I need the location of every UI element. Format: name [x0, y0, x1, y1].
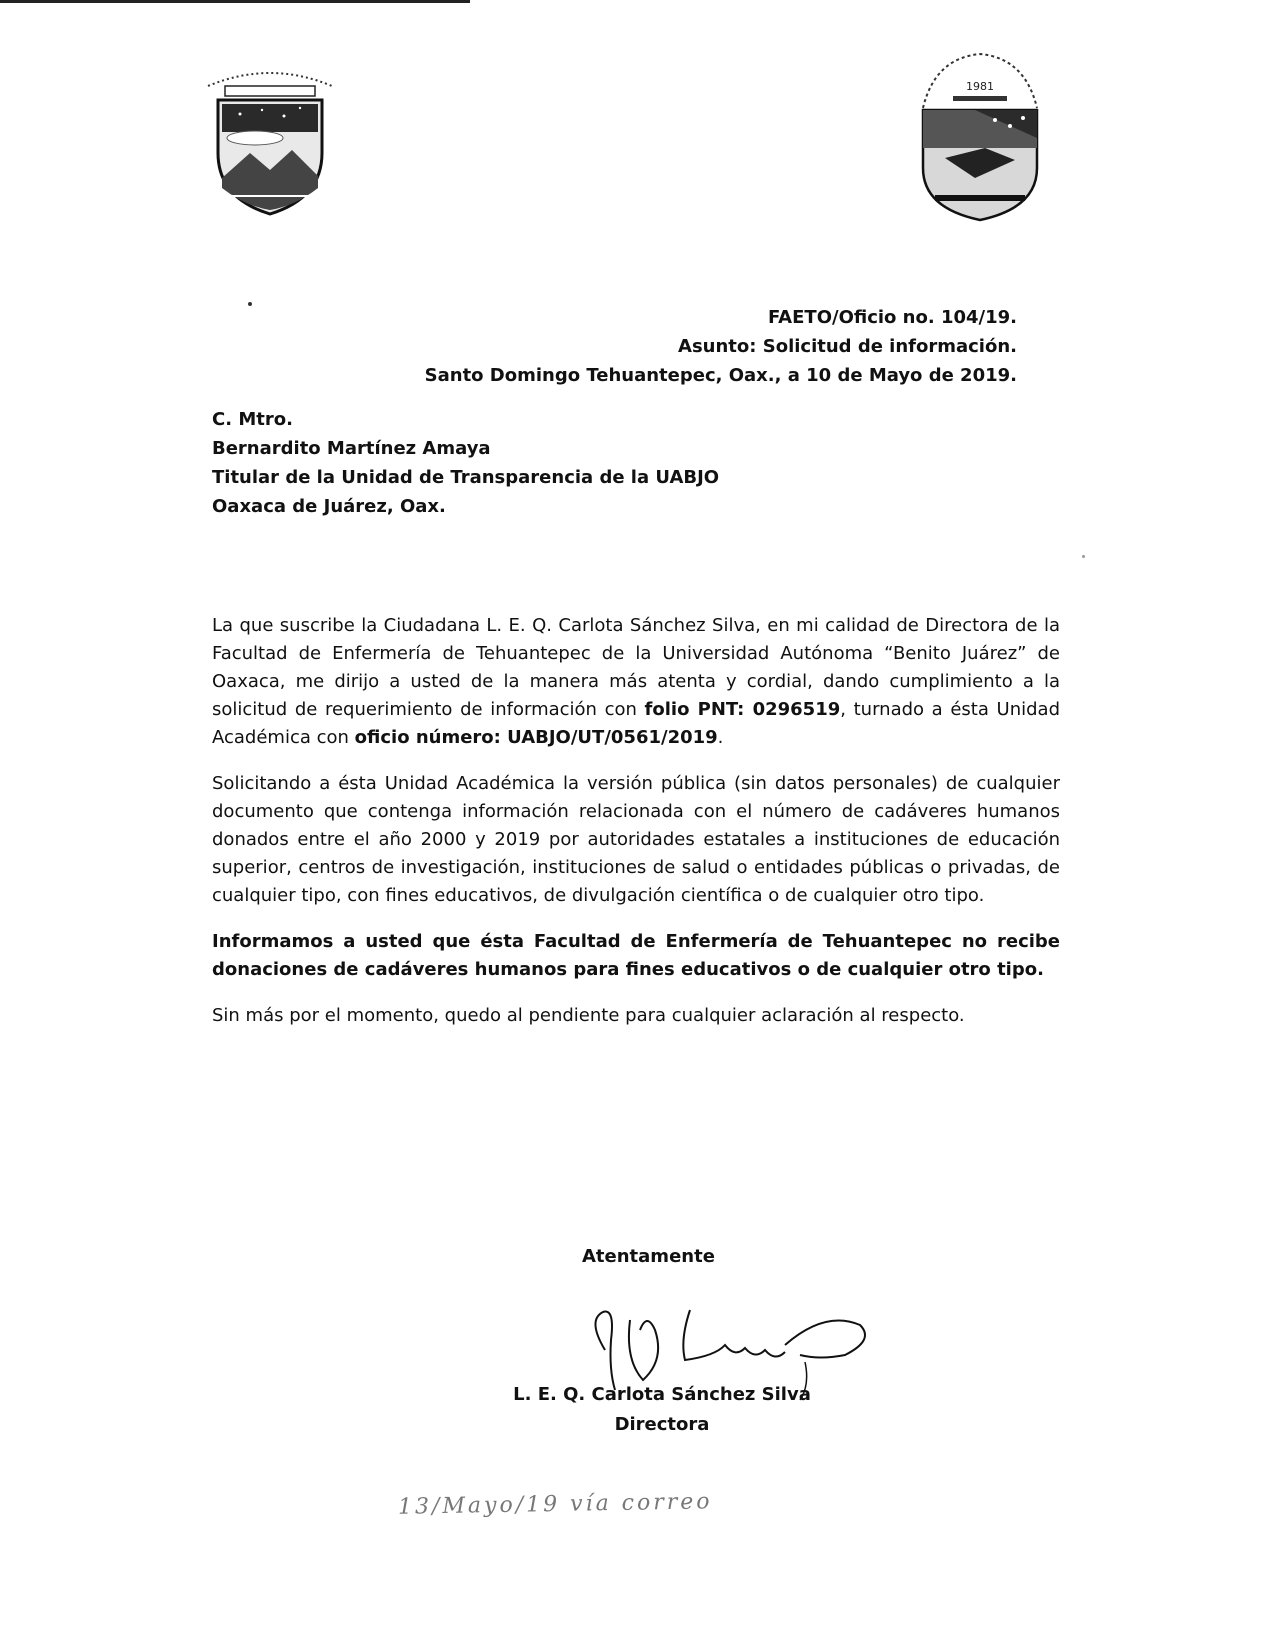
- recipient-name: Bernardito Martínez Amaya: [212, 438, 491, 459]
- recipient-block: [212, 405, 719, 521]
- scan-speck: [248, 302, 252, 306]
- closing-salutation: Atentamente: [582, 1246, 715, 1267]
- letter-body: [212, 612, 1060, 1048]
- body-paragraph-2: Solicitando a ésta Unidad Académica la versión pública (sin datos personales) de cualquier documento que contenga información relacionada con el número de cadáveres humanos donados entre el año 2000 y 2019 por autoridades estatales a instituciones de educación superior, centros de investigación, instituciones de salud o entidades públicas o privadas, de cualquier tipo, con fines educativos, de divulgación científica o de cualquier otro tipo.: [212, 773, 1060, 906]
- right-crest-seal: [915, 48, 1045, 223]
- place-date: Santo Domingo Tehuantepec, Oax., a 10 de Mayo de 2019.: [424, 365, 1017, 386]
- recipient-honorific: C. Mtro.: [212, 409, 293, 430]
- reference-number: FAETO/Oficio no. 104/19.: [767, 307, 1017, 328]
- document-header: [425, 303, 1017, 390]
- subject-line: Asunto: Solicitud de información.: [678, 336, 1017, 357]
- scan-edge-line: [0, 0, 470, 3]
- scan-speck: [1082, 555, 1085, 558]
- signer-block: [512, 1380, 812, 1440]
- body-paragraph-1: La que suscribe la Ciudadana L. E. Q. Carlota Sánchez Silva, en mi calidad de Directora de la Facultad de Enfermería de Tehuantepec de la Universidad Autónoma “Benito Juárez” de Oaxaca, me dirijo a usted de la manera más atenta y cordial, dando cumplimiento a la solicitud de requerimiento de información con folio PNT: 0296519, turnado a ésta Unidad Académica con oficio número: UABJO/UT/0561/2019.: [212, 615, 1060, 748]
- signer-title: Directora: [614, 1414, 710, 1435]
- left-crest-seal: [200, 58, 340, 218]
- body-paragraph-4: Sin más por el momento, quedo al pendiente para cualquier aclaración al respecto.: [212, 1005, 965, 1026]
- oficio-number: oficio número: UABJO/UT/0561/2019: [354, 727, 718, 748]
- signer-name: L. E. Q. Carlota Sánchez Silva: [513, 1384, 811, 1405]
- recipient-location: Oaxaca de Juárez, Oax.: [212, 496, 446, 517]
- body-paragraph-3: Informamos a usted que ésta Facultad de Enfermería de Tehuantepec no recibe donaciones de cadáveres humanos para fines educativos o de cualquier otro tipo.: [212, 931, 1060, 980]
- folio-number: folio PNT: 0296519: [644, 699, 841, 720]
- recipient-title: Titular de la Unidad de Transparencia de la UABJO: [212, 467, 720, 488]
- handwritten-receipt-note: 13/Mayo/19 vía correo: [397, 1489, 713, 1520]
- seal-year: 1981: [966, 80, 994, 93]
